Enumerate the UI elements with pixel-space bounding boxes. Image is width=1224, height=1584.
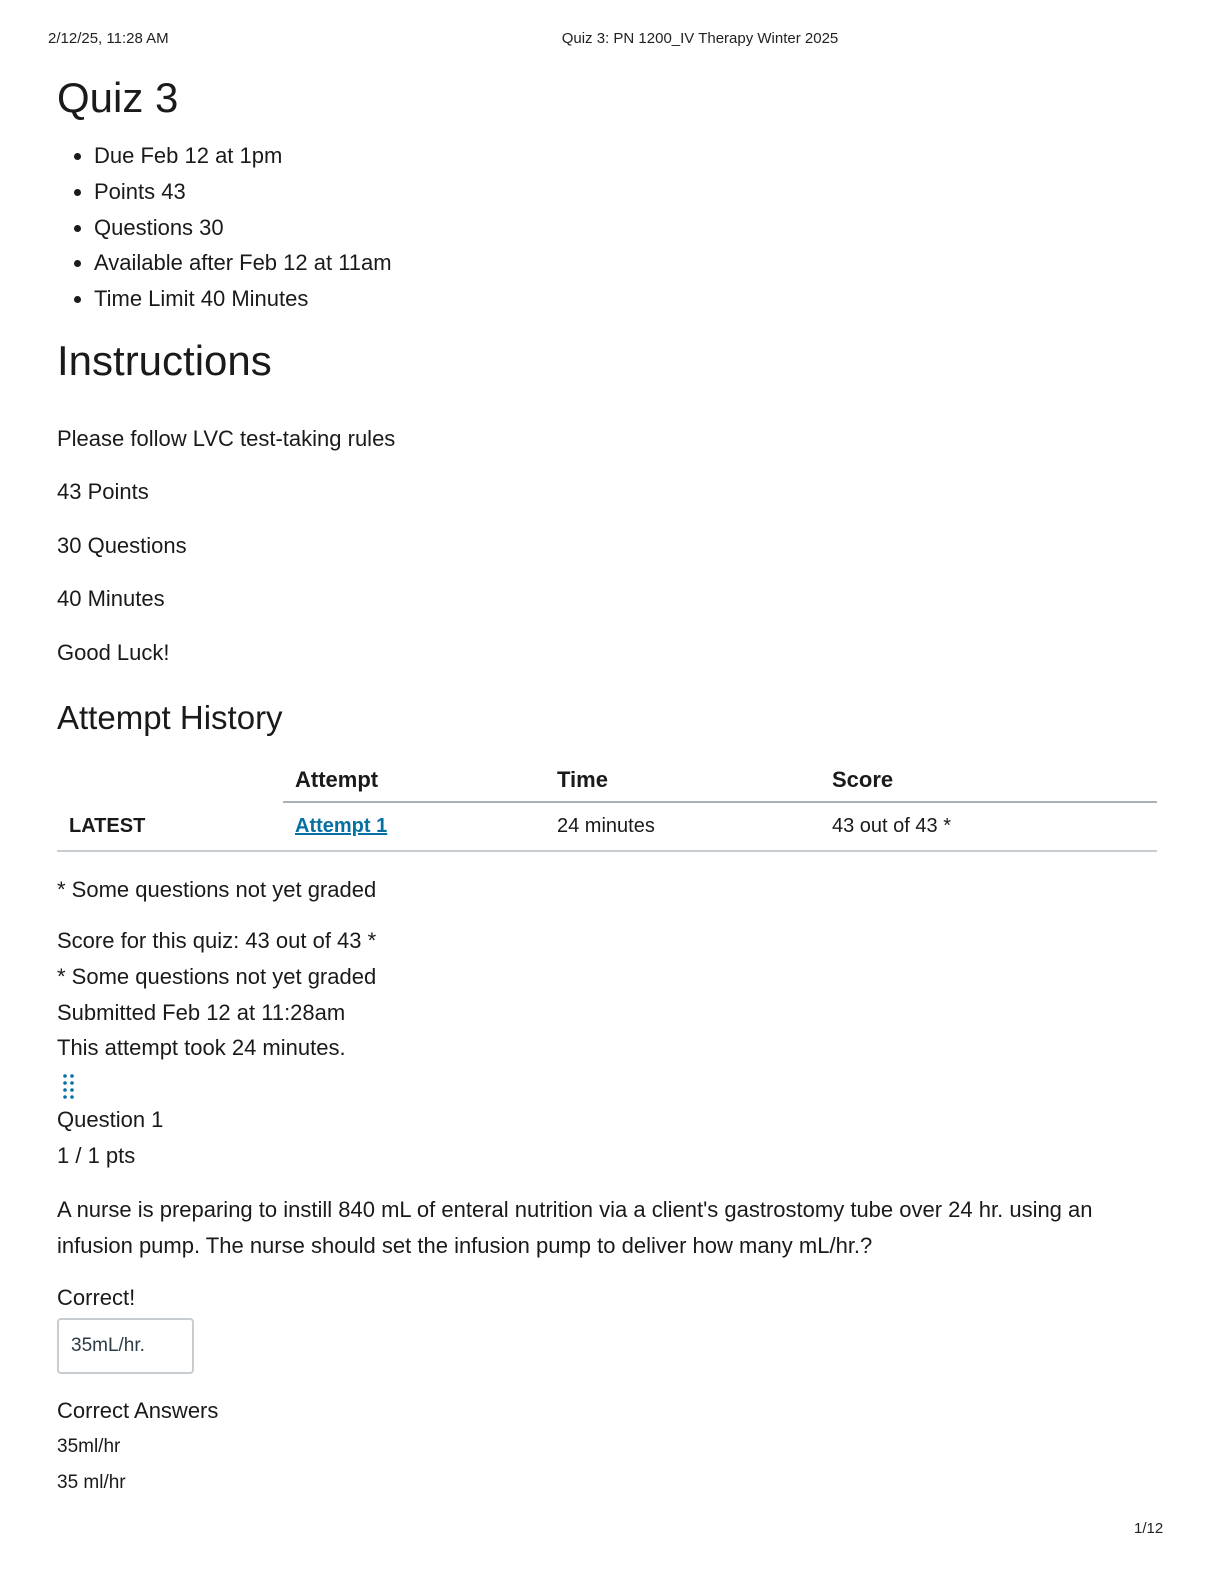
answer-field: 35mL/hr. xyxy=(57,1318,194,1374)
instruction-paragraph: 43 Points xyxy=(57,479,149,505)
attempt-history-table xyxy=(57,758,1157,852)
header-time: Time xyxy=(545,758,820,802)
drag-handle-icon[interactable] xyxy=(62,1073,76,1099)
instructions-title: Instructions xyxy=(57,336,272,384)
page-number: 1/12 xyxy=(1134,1520,1164,1537)
quiz-detail-due: • Due Feb 12 at 1pm xyxy=(94,138,1157,174)
table-header-row xyxy=(57,758,1157,802)
attempt-duration: This attempt took 24 minutes. xyxy=(57,1035,346,1061)
attempt-cell xyxy=(283,802,545,851)
print-header xyxy=(0,30,1224,50)
instruction-paragraph: 40 Minutes xyxy=(57,586,165,612)
score-cell: 43 out of 43 * xyxy=(820,802,1157,851)
print-title: Quiz 3: PN 1200_IV Therapy Winter 2025 xyxy=(561,30,839,47)
correct-answer-item: 35 ml/hr xyxy=(57,1472,126,1493)
ungraded-note-text: * Some questions not yet graded xyxy=(57,877,377,902)
question-header xyxy=(57,1102,1157,1174)
submission-summary xyxy=(57,923,376,1066)
correct-answers-title: Correct Answers xyxy=(57,1398,219,1423)
latest-label: LATEST xyxy=(57,802,283,851)
instructions-body xyxy=(57,426,1157,694)
correct-answer-item: 35ml/hr xyxy=(57,1436,121,1457)
instruction-paragraph: Please follow LVC test-taking rules xyxy=(57,425,396,451)
quiz-detail-questions: • Questions 30 xyxy=(94,210,1157,246)
quiz-details-list xyxy=(57,138,1157,317)
submission-note: * Some questions not yet graded xyxy=(57,963,377,989)
quiz-detail-available: • Available after Feb 12 at 11am xyxy=(94,245,1157,281)
quiz-title: Quiz 3 xyxy=(57,74,179,121)
question-points: 1 / 1 pts xyxy=(57,1142,136,1168)
instruction-paragraph: 30 Questions xyxy=(57,532,187,558)
header-label xyxy=(57,758,283,802)
instruction-paragraph: Good Luck! xyxy=(57,639,170,665)
question-title: Question 1 xyxy=(57,1107,164,1132)
header-score: Score xyxy=(820,758,1157,802)
quiz-score: Score for this quiz: 43 out of 43 * xyxy=(57,928,377,953)
quiz-content xyxy=(57,70,1157,1493)
submitted-time: Submitted Feb 12 at 11:28am xyxy=(57,999,346,1025)
table-row xyxy=(57,802,1157,851)
attempt-history-title: Attempt History xyxy=(57,699,283,736)
attempt-1-link[interactable]: Attempt 1 xyxy=(295,815,388,837)
print-date: 2/12/25, 11:28 AM xyxy=(48,30,169,47)
time-cell: 24 minutes xyxy=(545,802,820,851)
quiz-detail-time-limit: • Time Limit 40 Minutes xyxy=(94,281,1157,317)
question-text: A nurse is preparing to instill 840 mL of enteral nutrition via a client's gastrostomy tube over 24 hr. using an infusion pump. The nurse should set the infusion pump to deliver how many mL/hr.? xyxy=(57,1197,1093,1258)
header-attempt: Attempt xyxy=(283,758,545,802)
result-label: Correct! xyxy=(57,1285,136,1310)
ungraded-note xyxy=(57,872,376,908)
quiz-detail-points: • Points 43 xyxy=(94,174,1157,210)
